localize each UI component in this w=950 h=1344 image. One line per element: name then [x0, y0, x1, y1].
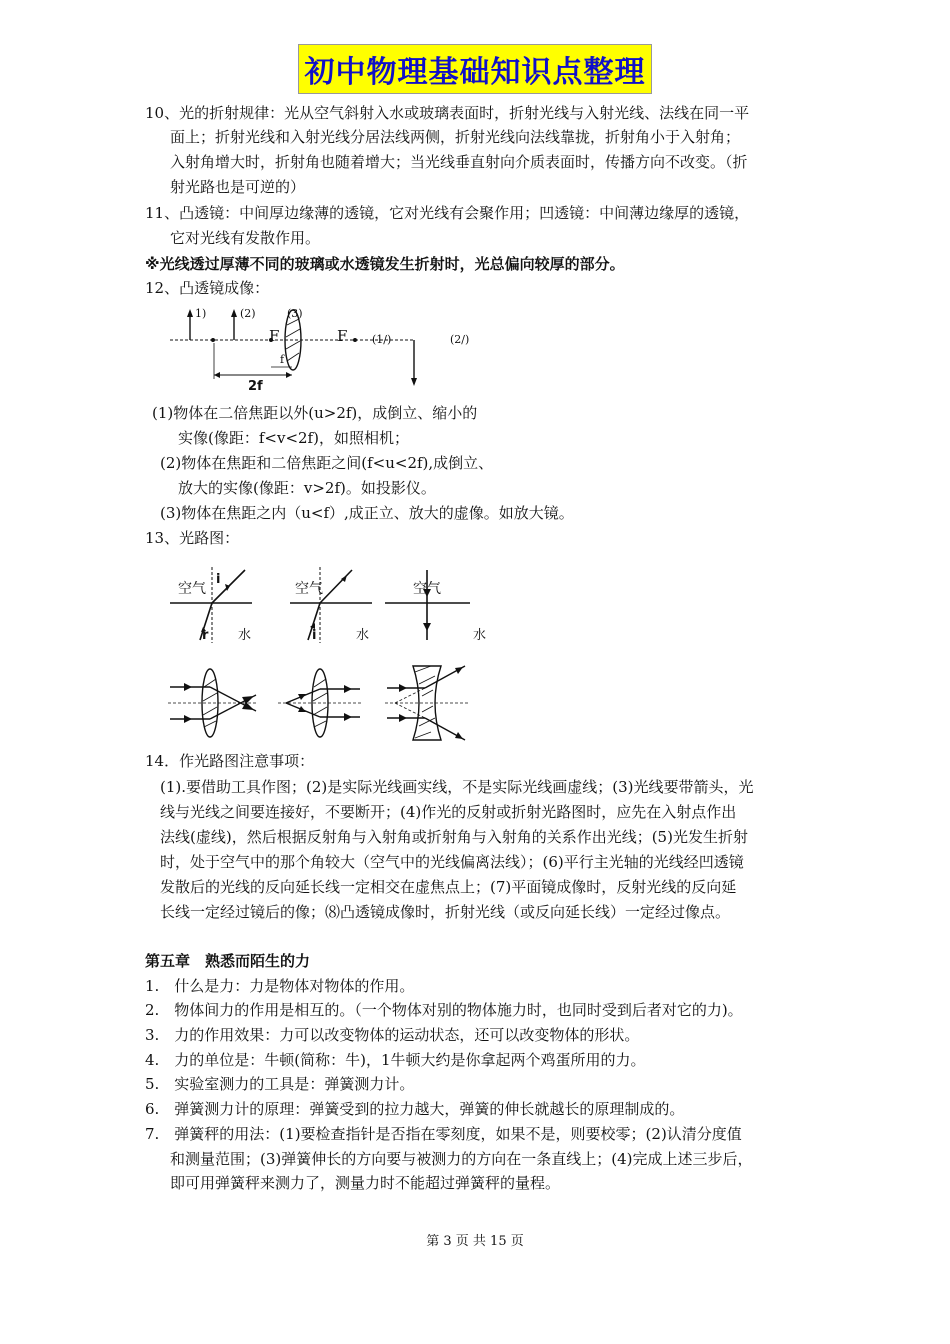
text-line: (1)物体在二倍焦距以外(u>2f)，成倒立、缩小的: [152, 404, 478, 422]
refraction-diagram-2: [290, 565, 375, 645]
text-line: 放大的实像(像距：v>2f)。如投影仪。: [178, 479, 436, 497]
label-1-prime: (1/): [372, 333, 392, 346]
label-water: 水: [473, 628, 487, 643]
convex-lens-focus-diagram: [278, 665, 368, 740]
text-line: (3)物体在焦距之内（u<f）,成正立、放大的虚像。如放大镜。: [160, 504, 574, 522]
text-line: 11、凸透镜：中间厚边缘薄的透镜，它对光线有会聚作用；凹透镜：中间薄边缘厚的透镜，: [145, 204, 750, 222]
text-line: 入射角增大时，折射角也随着增大；当光线垂直射向介质表面时，传播方向不改变。（折: [170, 153, 748, 171]
lens-imaging-diagram: [170, 305, 490, 395]
text-line: (2)物体在焦距和二倍焦距之间(f<u<2f),成倒立、: [160, 454, 494, 472]
chapter-heading: 第五章 熟悉而陌生的力: [145, 952, 311, 970]
label-air: 空气: [178, 581, 206, 597]
refraction-diagram-3: [385, 565, 485, 645]
highlight-note: ※光线透过厚薄不同的玻璃或水透镜发生折射时，光总偏向较厚的部分。: [145, 255, 625, 273]
list-item: 即可用弹簧秤来测力了，测量力时不能超过弹簧秤的量程。: [170, 1174, 561, 1192]
label-air: 空气: [295, 581, 323, 597]
list-item: 1. 什么是力：力是物体对物体的作用。: [145, 977, 415, 995]
text-line: (1).要借助工具作图；(2)是实际光线画实线，不是实际光线画虚线；(3)光线要带箭头，光: [160, 778, 754, 796]
label-r: r: [202, 628, 209, 643]
label-2: (2): [240, 307, 256, 320]
list-item: 5. 实验室测力的工具是：弹簧测力计。: [145, 1075, 415, 1093]
label-i: i: [216, 572, 221, 587]
list-item: 6. 弹簧测力计的原理：弹簧受到的拉力越大，弹簧的伸长就越长的原理制成的。: [145, 1100, 685, 1118]
text-line: 实像(像距：f<v<2f)，如照相机；: [178, 429, 409, 447]
refraction-diagram-1: [170, 565, 255, 645]
label-water: 水: [356, 628, 370, 643]
list-item: 7. 弹簧秤的用法：(1)要检查指针是否指在零刻度，如果不是，则要校零；(2)认清分度值: [145, 1125, 742, 1143]
label-f: f: [280, 353, 285, 366]
text-line: 长线一定经过镜后的像；⑻凸透镜成像时，折射光线（或反向延长线）一定经过像点。: [160, 903, 731, 921]
text-line: 14．作光路图注意事项：: [145, 752, 315, 770]
label-water: 水: [238, 628, 252, 643]
page-title: 初中物理基础知识点整理: [304, 55, 646, 90]
text-line: 13、光路图：: [145, 529, 240, 547]
text-line: 它对光线有发散作用。: [170, 229, 321, 247]
text-line: 发散后的光线的反向延长线一定相交在虚焦点上；(7)平面镜成像时，反射光线的反向延: [160, 878, 737, 896]
label-i: i: [312, 628, 317, 643]
text-line: 面上；折射光线和入射光线分居法线两侧，折射光线向法线靠拢，折射角小于入射角；: [170, 128, 741, 146]
list-item: 2. 物体间力的作用是相互的。（一个物体对别的物体施力时，也同时受到后者对它的力)。: [145, 1001, 743, 1019]
text-line: 射光路也是可逆的）: [170, 178, 306, 196]
text-line: 法线(虚线)，然后根据反射角与入射角或折射角与入射角的关系作出光线；(5)光发生折射: [160, 828, 748, 846]
text-line: 12、凸透镜成像：: [145, 279, 270, 297]
list-item: 4. 力的单位是：牛顿(简称：牛)，1牛顿大约是你拿起两个鸡蛋所用的力。: [145, 1051, 646, 1069]
label-1: 1): [195, 307, 207, 320]
text-line: 时，处于空气中的那个角较大（空气中的光线偏离法线）；(6)平行主光轴的光线经凹透镜: [160, 853, 744, 871]
text-line: 线与光线之间要连接好，不要断开；(4)作光的反射或折射光路图时，应先在入射点作出: [160, 803, 737, 821]
convex-lens-ray-diagram: [168, 665, 263, 740]
list-item: 和测量范围；(3)弹簧伸长的方向要与被测力的方向在一条直线上；(4)完成上述三步后，: [170, 1150, 753, 1168]
text-line: 10、光的折射规律：光从空气斜射入水或玻璃表面时，折射光线与入射光线、法线在同一平: [145, 104, 750, 122]
label-3: (3): [287, 307, 303, 320]
label-2-prime: (2/): [450, 333, 470, 346]
label-F-right: F: [337, 327, 348, 345]
label-air: 空气: [413, 581, 441, 597]
label-F-left: F: [269, 327, 280, 345]
concave-lens-ray-diagram: [385, 660, 475, 740]
label-2f: 2f: [248, 379, 263, 394]
list-item: 3. 力的作用效果：力可以改变物体的运动状态，还可以改变物体的形状。: [145, 1026, 640, 1044]
page-title-box: [298, 44, 652, 94]
page-footer: 第 3 页 共 15 页: [426, 1234, 524, 1249]
